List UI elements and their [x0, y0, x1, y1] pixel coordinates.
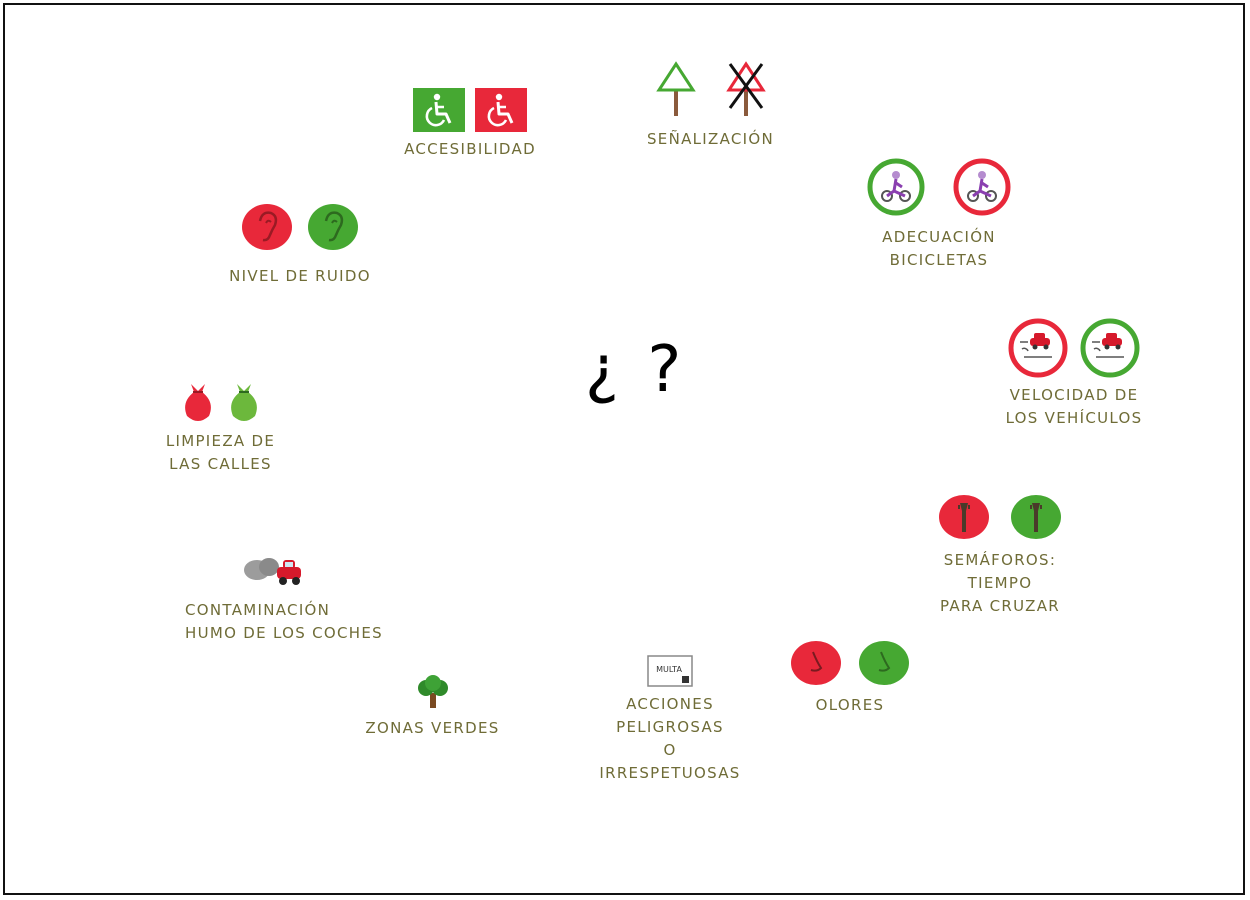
- topic-semaforos: [920, 493, 1080, 618]
- topic-label: ACCIONES PELIGROSAS O IRRESPETUOSAS: [599, 695, 741, 782]
- topic-olores: [785, 640, 915, 717]
- trash-bag-bad-icon: [179, 380, 217, 424]
- sign-crossed-icon: [726, 60, 766, 116]
- topic-bicicletas: [855, 158, 1023, 272]
- topic-label: ZONAS VERDES: [365, 719, 500, 737]
- topic-label: SEÑALIZACIÓN: [646, 130, 775, 148]
- ear-good-icon: [308, 203, 358, 251]
- topic-label: LIMPIEZA DE LAS CALLES: [165, 432, 276, 473]
- topic-label: ADECUACIÓN BICICLETAS: [882, 228, 996, 269]
- sign-good-icon: [656, 60, 696, 116]
- wheelchair-bad-icon: [475, 88, 527, 132]
- topic-zonas-verdes: [350, 675, 515, 740]
- fine-ticket-text: MULTA: [656, 665, 682, 674]
- center-question: ¿ ?: [585, 333, 686, 407]
- topic-label: NIVEL DE RUIDO: [229, 267, 371, 285]
- topic-acciones: [585, 655, 755, 785]
- topic-senalizacion: [628, 60, 793, 151]
- topic-label: VELOCIDAD DE LOS VEHÍCULOS: [1005, 386, 1143, 427]
- topic-limpieza: [148, 380, 293, 476]
- topic-accesibilidad: [385, 88, 555, 161]
- topic-velocidad: [990, 318, 1158, 430]
- bike-bad-icon: [953, 158, 1011, 216]
- fine-ticket-icon: [647, 655, 693, 687]
- traffic-light-bad-icon: [939, 493, 989, 541]
- car-smoke-icon: [243, 555, 305, 589]
- topic-ruido: [210, 203, 390, 288]
- topic-label: OLORES: [815, 696, 885, 714]
- speed-bad-icon: [1008, 318, 1068, 378]
- wheelchair-good-icon: [413, 88, 465, 132]
- topic-contaminacion: [185, 555, 430, 645]
- topic-label: SEMÁFOROS: TIEMPO PARA CRUZAR: [939, 551, 1061, 615]
- topic-label: CONTAMINACIÓN HUMO DE LOS COCHES: [185, 601, 383, 642]
- tree-icon: [415, 675, 451, 709]
- trash-bag-good-icon: [225, 380, 263, 424]
- topic-label: ACCESIBILIDAD: [404, 140, 536, 158]
- traffic-light-good-icon: [1011, 493, 1061, 541]
- nose-good-icon: [859, 640, 909, 686]
- speed-good-icon: [1080, 318, 1140, 378]
- bike-good-icon: [867, 158, 925, 216]
- nose-bad-icon: [791, 640, 841, 686]
- ear-bad-icon: [242, 203, 292, 251]
